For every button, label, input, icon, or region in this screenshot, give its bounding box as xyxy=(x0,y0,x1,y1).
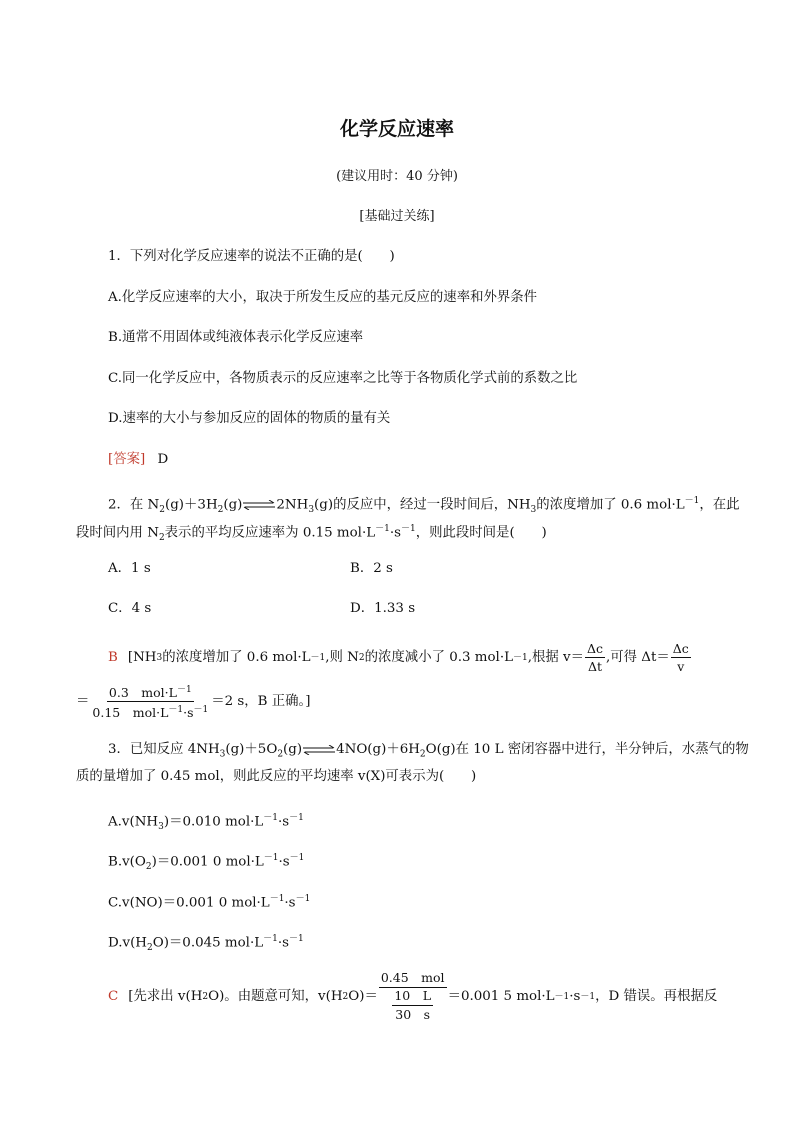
q1-option-d: D.速率的大小与参加反应的固体的物质的量有关 xyxy=(108,411,391,426)
section-heading: [基础过关练] xyxy=(359,209,435,224)
answer-label: [答案] xyxy=(108,452,146,467)
q3-answer-letter: C xyxy=(108,988,119,1004)
q1-answer xyxy=(108,451,168,469)
q3-option-d: $D.v(H_2O)=0.045$ $mol\cdot L^{-1}\cdot s^{-1}$ xyxy=(108,934,304,954)
time-hint: (建议用时：40 分钟) xyxy=(336,169,458,184)
q2-explanation-line1: B [NH 3 的浓度增加了 0.6 mol·L －1 ,则 N 2 的浓度减小了 0.3 mol·L －1 ,根据 v＝ $\frac{\Delta c}{\Delta t}$ ,可得 Δt＝ $\frac{\Delta c}{v}$ xyxy=(108,641,689,674)
q2-explanation-line2: ＝ $\frac{0.3 mol\cdot L^{-1}}{0.15 mol\cdot L^{-1}\cdot s^{-1}}$ ＝2 s，B 正确。] xyxy=(76,685,311,721)
q2-answer-letter: B xyxy=(108,649,118,665)
q2-option-d: D．1.33 s xyxy=(350,601,416,616)
q3-option-c: C.v(NO)＝0.001 0 $mol\cdot L^{-1}\cdot s^{-1}$ xyxy=(108,894,311,911)
q3-option-b: $B.v(O_2)=0.001$ 0 $mol\cdot L^{-1}\cdot s^{-1}$ xyxy=(108,853,305,873)
q1-stem: 1．下列对化学反应速率的说法不正确的是( ) xyxy=(108,249,395,264)
q3-stem-line1: 3．已知反应 $4NH_3(g)+5O_2(g)$ $4NO(g)+6H_2O(g)$在 10 L 密闭容器中进行，半分钟后，水蒸气的物 xyxy=(108,742,749,760)
q2-option-a: A．1 s xyxy=(108,561,151,576)
q1-option-b: B.通常不用固体或纯液体表示化学反应速率 xyxy=(108,330,364,345)
fraction-time: $\frac{\Delta c}{v}$ xyxy=(672,641,689,674)
q1-option-c: C.同一化学反应中，各物质表示的反应速率之比等于各物质化学式前的系数之比 xyxy=(108,371,578,386)
equilibrium-arrow-icon xyxy=(242,500,276,510)
q3-explanation: C [先求出 v(H 2 O)。由题意可知，v(H 2 O)＝ 0.45 mol 10 L 30 s ＝0.001 5 mol·L －1 ·s －1 ，D 错误。再根据反 xyxy=(108,970,718,1022)
equilibrium-arrow-icon xyxy=(302,745,336,755)
fraction-calculation: $\frac{0.3 mol\cdot L^{-1}}{0.15 mol\cdot L^{-1}\cdot s^{-1}}$ xyxy=(92,685,209,721)
q3-stem-line2: 质的量增加了 0.45 mol，则此反应的平均速率 v(X)可表示为( ) xyxy=(76,769,477,784)
fraction-rate: $\frac{\Delta c}{\Delta t}$ xyxy=(586,641,603,674)
q3-option-a: $A.v(NH_3)=0.010$ $mol\cdot L^{-1}\cdot s^{-1}$ xyxy=(108,813,304,833)
page-title: 化学反应速率 xyxy=(339,118,454,140)
q2-stem-line2: 段时间内用 $N_2$表示的平均反应速率为 0.15 $mol\cdot L^{-1}\cdot s^{-1}$，则此段时间是( ) xyxy=(76,524,547,544)
q2-option-b: B．2 s xyxy=(350,561,393,576)
q1-option-a: A.化学反应速率的大小，取决于所发生反应的基元反应的速率和外界条件 xyxy=(108,290,538,305)
q2-option-c: C．4 s xyxy=(108,601,152,616)
answer-value: D xyxy=(157,452,169,467)
q2-stem-line1: 2．在 $N_2(g)+3H_2(g)$ $2NH_3(g)$的反应中，经过一段时间后，$NH_3$的浓度增加了 0.6 $mol\cdot L^{-1}$，在此 xyxy=(108,496,740,516)
compound-fraction: 0.45 mol 10 L 30 s xyxy=(380,970,445,1022)
